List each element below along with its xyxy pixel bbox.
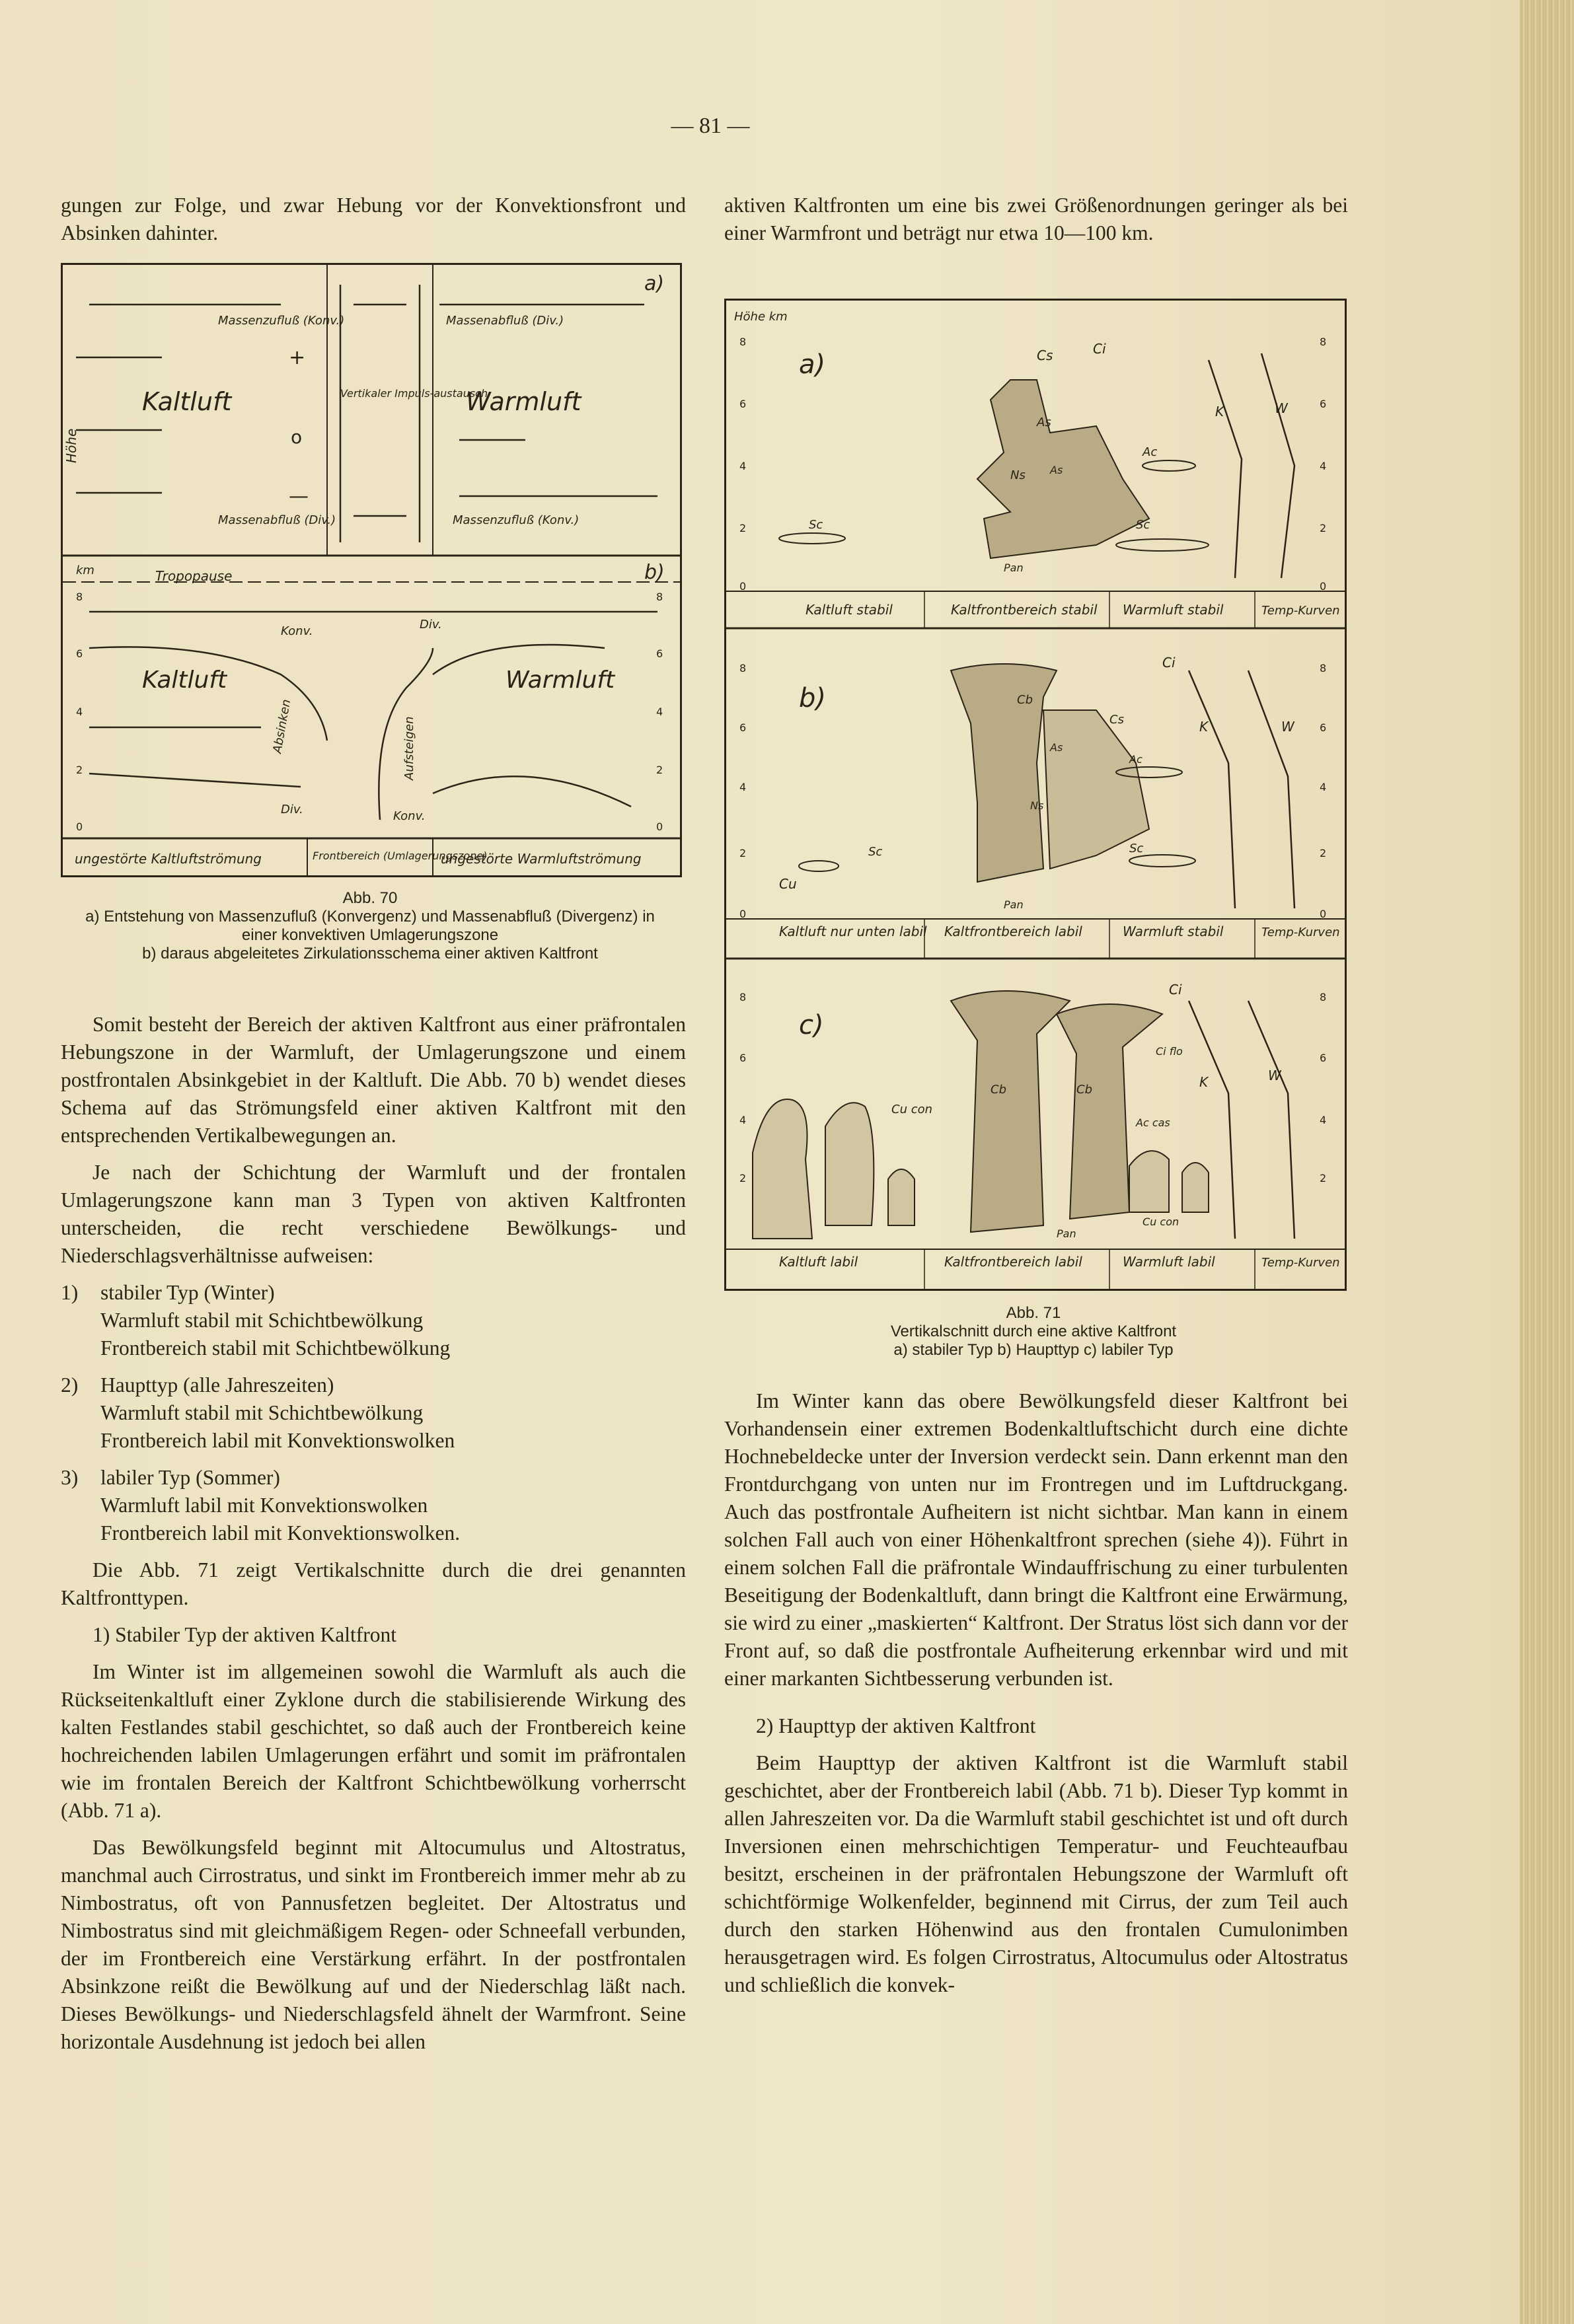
fig71-c-cumulus bbox=[1129, 1151, 1169, 1212]
fig70-b-label: b) bbox=[644, 561, 665, 584]
fig71-c-tick-2: 2 bbox=[739, 1172, 747, 1184]
fig71-b-tick-r-0: 0 bbox=[1320, 908, 1327, 920]
fig71-c-id: c) bbox=[799, 1010, 824, 1040]
left-intro: gungen zur Folge, und zwar Hebung vor der Konvektionsfront und Absinken dahinter. bbox=[61, 194, 686, 244]
fig70-center: Vertikaler Impuls-austausch bbox=[340, 387, 488, 400]
fig71-b-label: Cu bbox=[779, 876, 797, 892]
page-number: — 81 — bbox=[671, 114, 750, 138]
list-item bbox=[61, 1464, 686, 1547]
fig71-c-label: Cu con bbox=[891, 1103, 933, 1116]
fig71-a-foot: Kaltluft stabil bbox=[806, 602, 893, 618]
fig70-a-axis: Höhe bbox=[63, 428, 79, 463]
fig71-c-label: Pan bbox=[1057, 1227, 1076, 1240]
right-p1: Im Winter kann das obere Bewölkungsfeld dieser Kaltfront bei Vorhandensein einer extremen Bodenkaltluftschicht durch eine dichte Hochnebeldecke unter der Inversion verdeckt sein. Dann erkennt man den Frontdurchgang von unten nur im Frontregen und im Luftdruckgang. Auch das postfrontale Aufheitern ist nicht sichtbar. Man kann in einem solchen Fall auch von einer Höhenkaltfront sprechen (siehe 4)). Führt in einem solchen Fall die präfrontale Windauffrischung zu einer turbulenten Beseitigung der Bodenkaltluft, dann bringt die Kaltfront eine Erwärmung, sie wird zu einer „maskierten“ Kaltfront. Der Stratus löst sich dann vor der Front auf, so daß die postfrontale Aufheiterung erkennbar wird und mit einer markanten Sichtbesserung verbunden ist. bbox=[724, 1389, 1348, 1690]
fig70-mid-top: Massenabfluß (Div.) bbox=[446, 314, 564, 328]
fig71-b-tick-r-2: 2 bbox=[1320, 847, 1327, 859]
fig71-b-id: b) bbox=[799, 683, 826, 713]
fig71-b-foot: Temp-Kurven bbox=[1261, 926, 1340, 939]
fig71-caption-line2: a) stabiler Typ b) Haupttyp c) labiler Typ bbox=[893, 1341, 1174, 1359]
fig71-a-tick-0: 0 bbox=[739, 580, 747, 593]
fig71-a-label: Sc bbox=[809, 518, 823, 532]
fig70-plus: + bbox=[289, 346, 306, 369]
fig71-c-foot: Warmluft labil bbox=[1123, 1254, 1215, 1270]
fig71-b-cumulonimbus bbox=[951, 664, 1057, 882]
left-p2: Je nach der Schichtung der Warmluft und der frontalen Umlagerungszone kann man 3 Typen von aktiven Kaltfronten unterscheiden, die recht verschiedene Bewölkungs- und Niederschlagsverhältnisse aufweisen: bbox=[61, 1161, 686, 1267]
fig71-panel-a bbox=[726, 336, 1345, 628]
fig71-c-tick-r-8: 8 bbox=[1320, 991, 1327, 1003]
fig71-c-cumulus bbox=[1182, 1163, 1209, 1212]
fig71-a-tick-2: 2 bbox=[739, 522, 747, 534]
fig71-b-label: Cs bbox=[1109, 713, 1124, 727]
figure-71-drawing bbox=[726, 301, 1345, 1289]
fig70-warmluft: Warmluft bbox=[466, 387, 581, 416]
fig71-b-label: Ci bbox=[1162, 655, 1176, 671]
fig71-c-cumulus bbox=[753, 1099, 812, 1239]
figure-70 bbox=[61, 263, 682, 877]
fig71-b-tick-0: 0 bbox=[739, 908, 747, 920]
fig71-a-sc-cloud bbox=[1116, 539, 1209, 551]
fig71-a-tick-6: 6 bbox=[739, 398, 747, 410]
fig70-konv2: Konv. bbox=[393, 809, 426, 823]
fig71-c-foot: Kaltfrontbereich labil bbox=[944, 1254, 1082, 1270]
fig71-a-foot: Kaltfrontbereich stabil bbox=[951, 602, 1098, 618]
fig71-b-tick-2: 2 bbox=[739, 847, 747, 859]
left-column-body bbox=[61, 1011, 686, 2065]
fig71-c-foot: Temp-Kurven bbox=[1261, 1256, 1340, 1270]
fig71-c-tick-8: 8 bbox=[739, 991, 747, 1003]
fig70-tick-l-6: 6 bbox=[76, 647, 83, 660]
fig71-a-id: a) bbox=[799, 349, 826, 380]
fig71-b-foot: Warmluft stabil bbox=[1123, 924, 1224, 939]
fig70-minus: — bbox=[289, 485, 309, 508]
fig71-a-tick-8: 8 bbox=[739, 336, 747, 348]
fig70-tick-l-8: 8 bbox=[76, 591, 83, 603]
fig70-b-kaltluft: Kaltluft bbox=[142, 667, 227, 694]
fig71-a-k-curve bbox=[1209, 360, 1242, 578]
fig71-a-foot: Warmluft stabil bbox=[1123, 602, 1224, 618]
fig71-a-label: As bbox=[1050, 464, 1063, 476]
left-p1: Somit besteht der Bereich der aktiven Kaltfront aus einer präfrontalen Hebungszone in der Warmluft, der Umlagerungszone und einem postfrontalen Absinkgebiet in der Kaltluft. Die Abb. 70 b) wendet dieses Schema auf das Strömungsfeld einer aktiven Kaltfront mit den entsprechenden Vertikalbewegungen an. bbox=[61, 1013, 686, 1147]
fig70-b-ticks bbox=[76, 591, 663, 833]
right-heading-2: 2) Haupttyp der aktiven Kaltfront bbox=[756, 1714, 1036, 1737]
fig70-zero: o bbox=[291, 426, 303, 448]
fig71-a-label: Sc bbox=[1136, 518, 1150, 532]
right-p2: Beim Haupttyp der aktiven Kaltfront ist die Warmluft stabil geschichtet, aber der Frontbereich labil (Abb. 71 b). Dieser Typ kommt in allen Jahreszeiten vor. Da die Warmluft stabil geschichtet ist und oft durch Inversionen einen mehrschichtigen Temperatur- und Feuchteaufbau besitzt, erscheinen in der präfrontalen Hebungszone der Warmluft oft schichtförmige Wolkenfelder, beginnend mit Cirrus, der zum Teil auch durch den starken Höhenwind aus den frontalen Cumulonimben herausgetragen wird. Es folgen Cirrostratus, Altocumulus oder Altostratus und schließlich die konvek- bbox=[724, 1751, 1348, 1996]
figure-70-drawing bbox=[63, 265, 680, 875]
list-line: Frontbereich labil mit Konvektionswolken. bbox=[100, 1521, 461, 1544]
left-p3: Die Abb. 71 zeigt Vertikalschnitte durch die drei genannten Kaltfronttypen. bbox=[61, 1558, 686, 1609]
fig71-c-label: Ci flo bbox=[1156, 1045, 1183, 1058]
fig71-b-label: Cb bbox=[1017, 693, 1033, 707]
fig71-b-foot: Kaltluft nur unten labil bbox=[779, 924, 927, 939]
fig70-km: km bbox=[76, 563, 94, 577]
figure-71 bbox=[724, 299, 1347, 1291]
fig70-tropopause: Tropopause bbox=[155, 568, 233, 584]
type-list bbox=[61, 1279, 686, 1547]
fig71-a-label: Pan bbox=[1004, 562, 1024, 574]
fig71-b-label: Ns bbox=[1030, 799, 1044, 812]
fig71-b-tick-8: 8 bbox=[739, 662, 747, 674]
list-number: 3) bbox=[61, 1466, 79, 1489]
list-number: 2) bbox=[61, 1373, 79, 1397]
fig70-massenzufluss: Massenzufluß (Konv.) bbox=[218, 314, 345, 328]
page-edge-stack bbox=[1520, 0, 1574, 2324]
list-line: Frontbereich labil mit Konvektionswolken bbox=[100, 1429, 455, 1452]
fig71-panel-c bbox=[726, 982, 1345, 1289]
fig71-c-label: Ci bbox=[1169, 982, 1182, 998]
fig71-b-label: Sc bbox=[868, 845, 883, 859]
left-p4: Im Winter ist im allgemeinen sowohl die Warmluft als auch die Rückseitenkaltluft einer Zyklone durch die stabilisierende Wirkung des kalten Festlandes stabil geschichtet, so daß auch der Frontbereich keine hochreichenden labilen Umlagerungen erfährt und somit im präfrontalen wie im frontalen Bereich der Kaltfront Schichtbewölkung vorherrscht (Abb. 71 a). bbox=[61, 1660, 686, 1822]
fig71-a-tick-r-0: 0 bbox=[1320, 580, 1327, 593]
fig70-tick-r-8: 8 bbox=[656, 591, 663, 603]
fig71-b-label: Sc bbox=[1129, 842, 1144, 855]
fig71-b-tick-r-4: 4 bbox=[1320, 781, 1327, 793]
fig70-a-label: a) bbox=[644, 272, 665, 295]
figure-71-caption bbox=[724, 1304, 1343, 1360]
fig71-a-label: Ns bbox=[1010, 468, 1026, 482]
figure-70-caption bbox=[66, 889, 674, 963]
list-line: Warmluft labil mit Konvektionswolken bbox=[100, 1494, 428, 1517]
fig71-c-tick-4: 4 bbox=[739, 1114, 747, 1126]
fig70-tick-l-2: 2 bbox=[76, 764, 83, 776]
right-intro: aktiven Kaltfronten um eine bis zwei Größenordnungen geringer als bei einer Warmfront und beträgt nur etwa 10—100 km. bbox=[724, 194, 1348, 244]
fig71-b-sc-cloud bbox=[1129, 855, 1195, 867]
fig71-a-tick-r-4: 4 bbox=[1320, 460, 1327, 472]
fig70-massenabfluss: Massenabfluß (Div.) bbox=[218, 513, 336, 527]
list-line: labiler Typ (Sommer) bbox=[100, 1466, 280, 1489]
fig71-c-cumulonimbus bbox=[951, 991, 1070, 1232]
fig71-c-label: Cb bbox=[991, 1083, 1006, 1097]
list-line: stabiler Typ (Winter) bbox=[100, 1281, 275, 1304]
fig70-b-arrows bbox=[89, 612, 657, 820]
fig71-axis: Höhe km bbox=[734, 310, 788, 324]
fig71-b-label: Ac bbox=[1129, 753, 1143, 766]
fig71-a-sc-cloud bbox=[779, 533, 845, 544]
fig71-a-cloud-mass bbox=[977, 380, 1149, 558]
fig70-aufsteigen: Aufsteigen bbox=[402, 716, 416, 780]
list-line: Warmluft stabil mit Schichtbewölkung bbox=[100, 1401, 424, 1424]
left-column bbox=[61, 192, 686, 256]
fig70-tick-r-2: 2 bbox=[656, 764, 663, 776]
fig71-a-tick-r-8: 8 bbox=[1320, 336, 1327, 348]
fig71-c-w: W bbox=[1268, 1068, 1281, 1083]
fig71-c-cumulus bbox=[825, 1103, 874, 1225]
fig70-kaltluft: Kaltluft bbox=[142, 387, 232, 416]
fig71-a-label: As bbox=[1037, 416, 1051, 429]
fig71-b-label: Pan bbox=[1004, 898, 1024, 911]
fig71-b-foot: Kaltfrontbereich labil bbox=[944, 924, 1082, 939]
left-heading-1: 1) Stabiler Typ der aktiven Kaltfront bbox=[93, 1623, 396, 1646]
fig70-caption-title: Abb. 70 bbox=[342, 889, 398, 907]
fig71-c-label: Cb bbox=[1076, 1083, 1092, 1097]
fig71-c-cumulus bbox=[888, 1169, 915, 1225]
fig70-konv1: Konv. bbox=[281, 624, 313, 638]
fig70-caption-line2: b) daraus abgeleitetes Zirkulationsschema einer aktiven Kaltfront bbox=[142, 945, 598, 962]
fig71-a-foot: Temp-Kurven bbox=[1261, 604, 1340, 618]
fig71-b-k: K bbox=[1199, 719, 1209, 735]
fig70-div2: Div. bbox=[281, 803, 303, 817]
fig71-c-tick-r-4: 4 bbox=[1320, 1114, 1327, 1126]
fig71-a-label: Ac bbox=[1143, 445, 1158, 459]
fig70-div1: Div. bbox=[420, 618, 442, 632]
fig71-c-tick-r-6: 6 bbox=[1320, 1052, 1327, 1064]
list-number: 1) bbox=[61, 1281, 79, 1304]
fig71-b-tick-r-6: 6 bbox=[1320, 721, 1327, 734]
fig71-b-k-curve bbox=[1189, 671, 1235, 908]
fig71-c-tick-r-2: 2 bbox=[1320, 1172, 1327, 1184]
fig71-c-tick-6: 6 bbox=[739, 1052, 747, 1064]
fig71-a-label: Cs bbox=[1037, 347, 1053, 363]
fig71-b-sc-cloud bbox=[799, 861, 839, 871]
right-column-body bbox=[724, 1387, 1348, 2008]
fig71-a-tick-r-6: 6 bbox=[1320, 398, 1327, 410]
fig71-a-k: K bbox=[1215, 404, 1224, 419]
fig70-foot-right: ungestörte Warmluftströmung bbox=[441, 851, 642, 867]
fig71-caption-title: Abb. 71 bbox=[1006, 1304, 1061, 1322]
fig71-b-w-curve bbox=[1248, 671, 1294, 908]
fig71-c-label: Ac cas bbox=[1136, 1116, 1170, 1129]
fig71-a-w-curve bbox=[1261, 353, 1294, 578]
fig70-tick-l-4: 4 bbox=[76, 706, 83, 718]
fig70-absinken: Absinken bbox=[270, 698, 294, 754]
right-column bbox=[724, 192, 1348, 256]
fig70-tick-r-4: 4 bbox=[656, 706, 663, 718]
fig71-b-tick-4: 4 bbox=[739, 781, 747, 793]
fig71-a-ac-cloud bbox=[1143, 460, 1195, 471]
fig71-b-tick-r-8: 8 bbox=[1320, 662, 1327, 674]
list-line: Haupttyp (alle Jahreszeiten) bbox=[100, 1373, 334, 1397]
fig70-caption-line1: a) Entstehung von Massenzufluß (Konvergenz) und Massenabfluß (Divergenz) in einer konvektiven Umlagerungszone bbox=[85, 908, 655, 944]
list-item bbox=[61, 1279, 686, 1362]
fig71-a-tick-r-2: 2 bbox=[1320, 522, 1327, 534]
fig71-b-w: W bbox=[1281, 719, 1294, 735]
fig70-b-warmluft: Warmluft bbox=[506, 667, 615, 694]
fig71-caption-line1: Vertikalschnitt durch eine aktive Kaltfront bbox=[890, 1323, 1177, 1340]
fig71-b-label: As bbox=[1050, 741, 1063, 754]
fig71-a-tick-4: 4 bbox=[739, 460, 747, 472]
fig71-a-label: Ci bbox=[1093, 341, 1106, 357]
list-item bbox=[61, 1371, 686, 1455]
fig71-c-k: K bbox=[1199, 1074, 1209, 1090]
fig71-c-foot: Kaltluft labil bbox=[779, 1254, 858, 1270]
fig70-tick-r-6: 6 bbox=[656, 647, 663, 660]
fig71-b-tick-6: 6 bbox=[739, 721, 747, 734]
fig71-c-w-curve bbox=[1248, 1001, 1294, 1239]
fig70-tick-r-0: 0 bbox=[656, 820, 663, 833]
list-line: Frontbereich stabil mit Schichtbewölkung bbox=[100, 1336, 451, 1360]
fig71-panel-b bbox=[726, 655, 1345, 959]
fig70-foot-left: ungestörte Kaltluftströmung bbox=[75, 851, 262, 867]
fig71-c-label: Cu con bbox=[1143, 1216, 1180, 1228]
list-line: Warmluft stabil mit Schichtbewölkung bbox=[100, 1309, 424, 1332]
fig70-tick-l-0: 0 bbox=[76, 820, 83, 833]
fig70-mid-bottom: Massenzufluß (Konv.) bbox=[453, 513, 580, 527]
left-p5: Das Bewölkungsfeld beginnt mit Altocumulus und Altostratus, manchmal auch Cirrostratus, und sinkt im Frontbereich immer mehr ab zu Nimbostratus, oft von Pannusfetzen begleitet. Der Altostratus und Nimbostratus sind mit gleichmäßigem Regen- oder Schneefall verbunden, der im Frontbereich eine Verstärkung erfährt. In der postfrontalen Absinkzone reißt die Bewölkung auf und der Niederschlag läßt nach. Dieses Bewölkungs- und Niederschlagsfeld ähnelt der Warmfront. Seine horizontale Ausdehnung ist jedoch bei allen bbox=[61, 1836, 686, 2053]
fig71-a-w: W bbox=[1275, 400, 1288, 416]
fig70-foot-mid: Frontbereich (Umlagerungszone) bbox=[313, 850, 488, 862]
